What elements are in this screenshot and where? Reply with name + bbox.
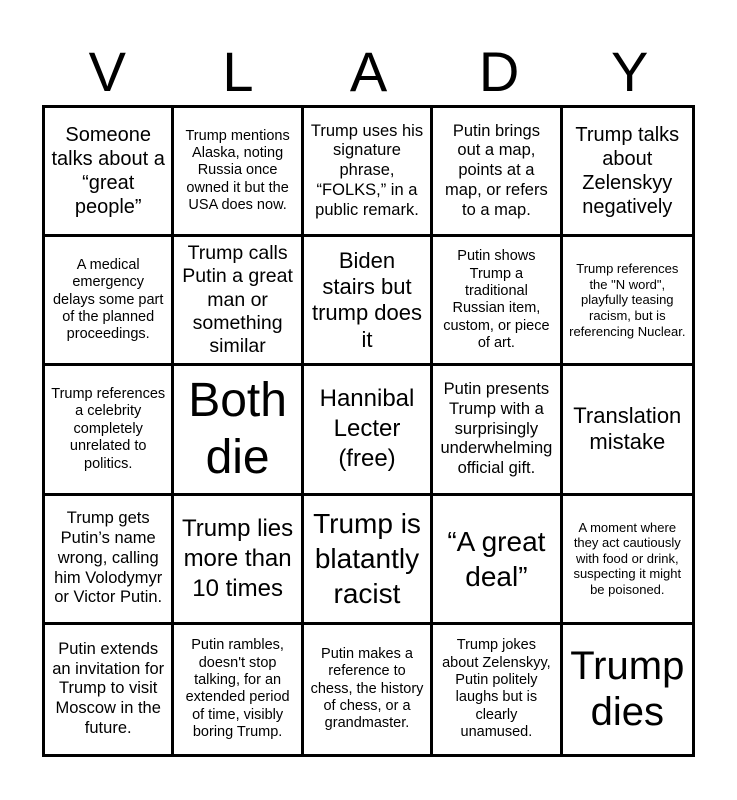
bingo-cell[interactable]	[304, 625, 433, 754]
bingo-cell-text: Trump talks about Zelenskyy negatively	[575, 124, 680, 219]
bingo-cell-text: Trump is blatantly racist	[313, 508, 421, 610]
bingo-cell[interactable]	[45, 625, 174, 754]
bingo-cell-text: Hannibal Lecter (free)	[319, 385, 415, 473]
bingo-cell[interactable]	[563, 496, 692, 625]
bingo-cell-text: Putin brings out a map, points at a map, or refers to a map.	[445, 121, 548, 219]
bingo-cell-text: Trump dies	[570, 644, 685, 735]
header-letter: D	[478, 40, 520, 103]
bingo-cell-text: “A great deal”	[447, 525, 546, 592]
bingo-cell[interactable]	[45, 366, 174, 495]
bingo-cell[interactable]	[174, 237, 303, 366]
bingo-header	[42, 40, 695, 104]
bingo-cell[interactable]	[433, 108, 562, 237]
bingo-board	[42, 105, 695, 757]
bingo-cell[interactable]	[174, 496, 303, 625]
bingo-cell-text: Trump references the "N word", playfully teasing racism, but is referencing Nuclear.	[569, 261, 686, 339]
bingo-cell-text: Putin shows Trump a traditional Russian item, custom, or piece of art.	[443, 248, 550, 352]
bingo-cell-text: Putin makes a reference to chess, the history of chess, or a grandmaster.	[310, 645, 424, 732]
bingo-cell-text: Translation mistake	[573, 403, 682, 455]
header-letter: A	[349, 40, 388, 103]
bingo-cell-text: Trump lies more than 10 times	[182, 514, 294, 602]
bingo-cell[interactable]	[174, 625, 303, 754]
bingo-cell[interactable]	[45, 237, 174, 366]
bingo-cell-text: Trump uses his signature phrase, “FOLKS,” in a public remark.	[310, 121, 424, 219]
bingo-cell-text: Trump calls Putin a great man or something similar	[182, 241, 293, 358]
bingo-cell[interactable]	[433, 366, 562, 495]
bingo-cell[interactable]	[563, 625, 692, 754]
bingo-cell-text: A medical emergency delays some part of the planned proceedings.	[52, 256, 164, 343]
bingo-cell[interactable]	[174, 108, 303, 237]
bingo-cell-text: Trump mentions Alaska, noting Russia once owned it but the USA does now.	[185, 127, 290, 214]
bingo-cell-text: Both die	[188, 373, 287, 485]
bingo-cell[interactable]	[304, 108, 433, 237]
bingo-cell-text: Putin presents Trump with a surprisingly underwhelming official gift.	[440, 380, 553, 478]
bingo-cell[interactable]	[45, 496, 174, 625]
bingo-cell-text: Putin rambles, doesn't stop talking, for an extended period of time, visibly boring Trump.	[185, 637, 290, 741]
bingo-cell-text: Trump references a celebrity completely unrelated to politics.	[51, 386, 166, 472]
bingo-cell-text: Trump jokes about Zelenskyy, Putin politely laughs but is clearly unamused.	[442, 637, 551, 741]
bingo-cell[interactable]	[563, 108, 692, 237]
bingo-cell[interactable]	[45, 108, 174, 237]
bingo-cell[interactable]	[433, 496, 562, 625]
bingo-cell-text: Putin extends an invitation for Trump to visit Moscow in the future.	[52, 639, 165, 738]
free-space-cell[interactable]	[304, 366, 433, 495]
header-letter: Y	[611, 40, 649, 103]
bingo-cell[interactable]	[304, 237, 433, 366]
bingo-cell-text: Biden stairs but trump does it	[311, 247, 423, 352]
bingo-cell[interactable]	[433, 237, 562, 366]
bingo-cell-text: A moment where they act cautiously with food or drink, suspecting it might be poisoned.	[573, 519, 682, 598]
header-letter: L	[222, 40, 254, 103]
bingo-cell[interactable]	[304, 496, 433, 625]
bingo-cell[interactable]	[174, 366, 303, 495]
bingo-cell[interactable]	[563, 237, 692, 366]
header-letter: V	[88, 40, 126, 103]
bingo-cell-text: Trump gets Putin’s name wrong, calling him Volodymyr or Victor Putin.	[54, 509, 163, 607]
bingo-cell[interactable]	[433, 625, 562, 754]
bingo-cell[interactable]	[563, 366, 692, 495]
bingo-cell-text: Someone talks about a “great people”	[51, 124, 165, 219]
